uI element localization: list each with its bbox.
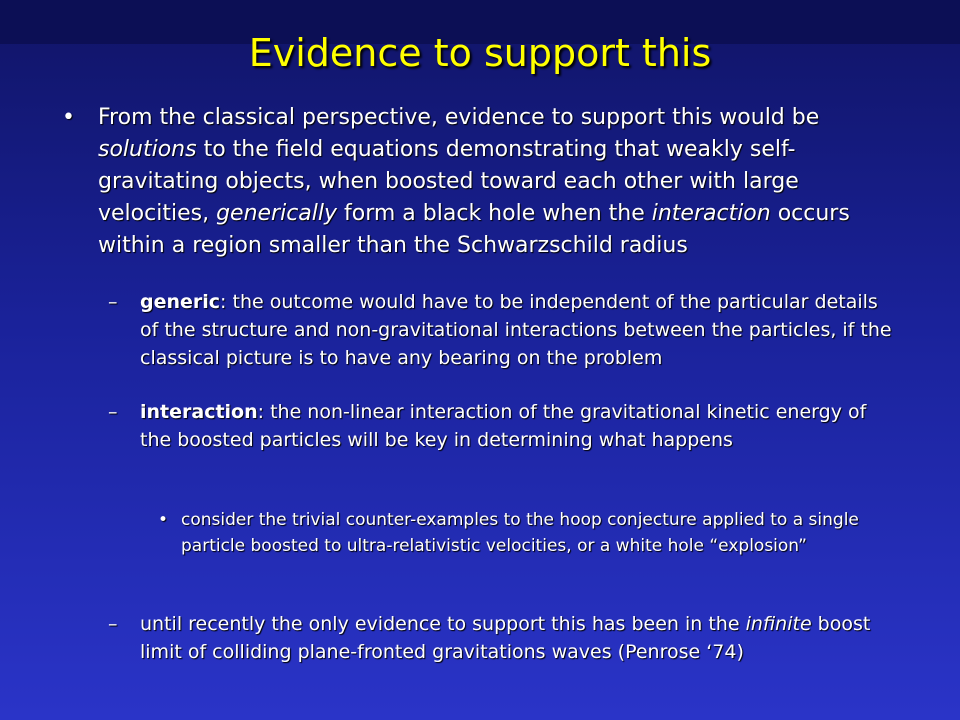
main-bullet-part1: From the classical perspective, evidence to support this would be	[98, 105, 820, 130]
main-bullet-part3: form a black hole when the	[337, 201, 652, 226]
generic-text: : the outcome would have to be independent of the particular details of the structure and non-gravitational interactions between the particles, if the classical picture is to have any bearing on the problem	[140, 291, 892, 369]
main-bullet-solutions: solutions	[98, 137, 197, 162]
until-part2: boost limit of colliding plane-fronted gravitations waves (Penrose ‘74)	[140, 613, 871, 663]
main-bullet-part2: to the field equations demonstrating that weakly self-gravitating objects, when boosted toward each other with large velocities,	[98, 137, 799, 226]
dash-marker-until: –	[108, 613, 118, 635]
bullet-marker: •	[62, 105, 75, 130]
interaction-term: interaction	[140, 401, 258, 423]
main-bullet-part4: occurs within a region smaller than the Schwarzschild radius	[98, 201, 850, 258]
dash-marker-interaction: –	[108, 401, 118, 423]
generic-term: generic	[140, 291, 221, 313]
subsub-bullet-counterexamples: consider the trivial counter-examples to the hoop conjecture applied to a single particle boosted to ultra-relativistic velocities, or a white hole “explosion”	[181, 510, 859, 556]
until-part1: until recently the only evidence to support this has been in the	[140, 613, 746, 635]
main-bullet-interaction: interaction	[651, 201, 771, 226]
dash-marker-generic: –	[108, 291, 118, 313]
main-bullet-text	[98, 102, 898, 262]
interaction-text: : the non-linear interaction of the gravitational kinetic energy of the boosted particles will be key in determining what happens	[140, 401, 867, 451]
main-bullet-generically: generically	[216, 201, 338, 226]
subsub-marker: •	[158, 510, 169, 530]
until-infinite: infinite	[745, 613, 812, 635]
sub-bullet-interaction	[140, 398, 900, 454]
sub-bullet-until-recently	[140, 610, 900, 666]
slide-title: Evidence to support this	[248, 31, 712, 75]
sub-bullet-generic	[140, 288, 900, 372]
